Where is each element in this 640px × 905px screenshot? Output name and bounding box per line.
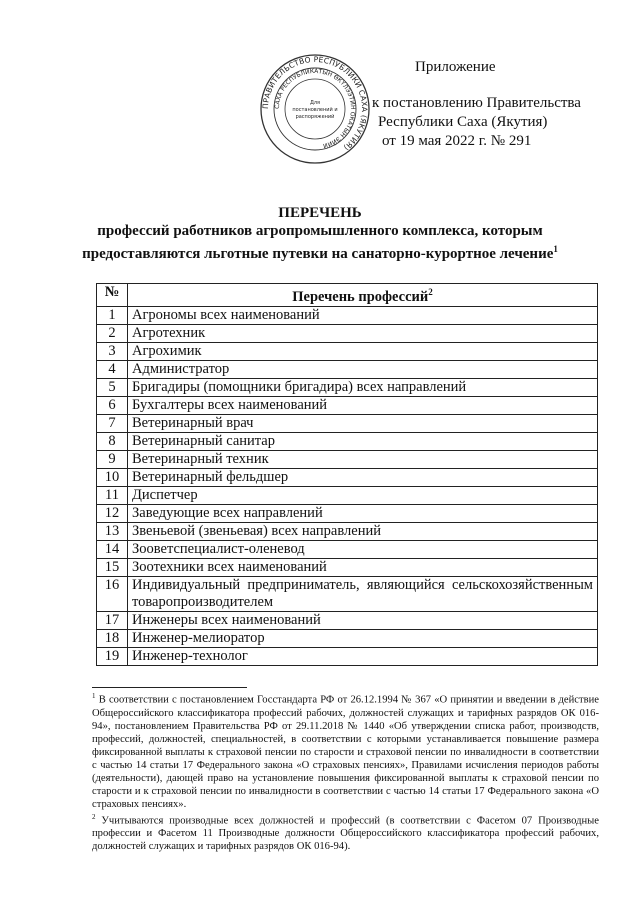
professions-table <box>96 283 598 666</box>
table-row <box>97 486 598 504</box>
footnote-2: $^2$ Учитываются производные всех должностей и профессий (в соответствии с Фасетом 07 Производные профессии и Фасетом 11 Производные должности Общероссийского классификатора профессий рабочих, должностей служащих и тарифных разрядов ОК 016-94). <box>92 812 599 853</box>
row-number: 10 <box>97 468 128 486</box>
profession-name: Диспетчер <box>128 486 598 504</box>
seal-inner-text: САХА РЕСПУБЛИКАТЫН ӨКҮЛЭЭТИН ОКАТЫН ЭЙИИ <box>273 67 357 150</box>
profession-name: Агротехник <box>128 324 598 342</box>
profession-name: Бухгалтеры всех наименований <box>128 396 598 414</box>
row-number: 12 <box>97 504 128 522</box>
profession-name: Зоотехники всех наименований <box>128 558 598 576</box>
row-number: 5 <box>97 378 128 396</box>
seal-center-line-2: постановлений и <box>292 107 338 113</box>
table-row <box>97 432 598 450</box>
profession-name: Агрономы всех наименований <box>128 306 598 324</box>
appendix-decree-line: к постановлению Правительства <box>372 95 581 111</box>
profession-name: Ветеринарный техник <box>128 450 598 468</box>
table-row <box>97 396 598 414</box>
profession-name: Заведующие всех направлений <box>128 504 598 522</box>
profession-name: Агрохимик <box>128 342 598 360</box>
title-heading: ПЕРЕЧЕНЬ <box>278 205 362 221</box>
seal-center-line-3: распоряжений <box>295 114 335 120</box>
profession-name: Зооветспециалист-оленевод <box>128 540 598 558</box>
table-row <box>97 522 598 540</box>
column-header-number: № <box>97 284 128 307</box>
row-number: 6 <box>97 396 128 414</box>
appendix-label: Приложение <box>415 59 496 75</box>
table-header-row <box>97 284 598 307</box>
table-row <box>97 540 598 558</box>
appendix-republic-line: Республики Саха (Якутия) <box>378 114 548 130</box>
row-number: 13 <box>97 522 128 540</box>
profession-name: Администратор <box>128 360 598 378</box>
seal-outer-text: ПРАВИТЕЛЬСТВО РЕСПУБЛИКИ САХА (ЯКУТИЯ) <box>260 54 370 153</box>
document-title <box>80 204 560 263</box>
table-row <box>97 378 598 396</box>
row-number: 19 <box>97 647 128 665</box>
row-number: 2 <box>97 324 128 342</box>
row-number: 4 <box>97 360 128 378</box>
table-row <box>97 611 598 629</box>
table-row <box>97 360 598 378</box>
table-row <box>97 576 598 611</box>
profession-name: Звеньевой (звеньевая) всех направлений <box>128 522 598 540</box>
profession-name: Инженер-мелиоратор <box>128 629 598 647</box>
row-number: 16 <box>97 576 128 611</box>
footnote-separator <box>92 687 247 688</box>
row-number: 11 <box>97 486 128 504</box>
table-row <box>97 342 598 360</box>
title-subtitle-2: предоставляются льготные путевки на санаторно-курортное лечение$^1$ <box>82 244 558 262</box>
column-header-professions: Перечень профессий$^2$ <box>128 284 598 307</box>
row-number: 7 <box>97 414 128 432</box>
table-row <box>97 324 598 342</box>
official-seal <box>259 53 371 165</box>
footnote-ref-2[interactable]: 2 <box>428 287 433 297</box>
table-row <box>97 450 598 468</box>
title-subtitle-1: профессий работников агропромышленного комплекса, которым <box>97 223 543 239</box>
profession-name: Инженеры всех наименований <box>128 611 598 629</box>
table-row <box>97 558 598 576</box>
seal-center-line-1: Для <box>309 100 321 106</box>
profession-name: Индивидуальный предприниматель, являющийся сельскохозяйственным товаропроизводителем <box>128 576 598 611</box>
footnote-ref-1[interactable]: 1 <box>553 244 558 254</box>
row-number: 8 <box>97 432 128 450</box>
row-number: 18 <box>97 629 128 647</box>
table-row <box>97 629 598 647</box>
profession-name: Ветеринарный санитар <box>128 432 598 450</box>
row-number: 17 <box>97 611 128 629</box>
table-row <box>97 504 598 522</box>
profession-name: Ветеринарный фельдшер <box>128 468 598 486</box>
profession-name: Бригадиры (помощники бригадира) всех направлений <box>128 378 598 396</box>
footnote-1: $^1$ В соответствии с постановлением Госстандарта РФ от 26.12.1994 № 367 «О принятии и введении в действие Общероссийского классификатора профессий рабочих, должностей служащих и тарифных разрядов ОК 016-94», постановлением Правительства РФ от 29.11.2018 № 1440 «Об утверждении списка работ, производств, профессий, должностей, специальностей, в соответствии с которыми устанавливается повышение размера фиксированной выплаты к страховой пенсии по старости и страховой пенсии по инвалидности в соответствии с частью 14 статьи 17 Федерального закона «О страховых пенсиях», Правилами исчисления периодов работы (деятельности), дающей право на установление повышения фиксированной выплаты к страховой пенсии по старости и к страховой пенсии по инвалидности в соответствии с частью 14 статьи 17 Федерального закона «О страховых пенсиях». <box>92 692 599 810</box>
table-row <box>97 647 598 665</box>
appendix-date-line: от 19 мая 2022 г. № 291 <box>382 133 532 149</box>
row-number: 3 <box>97 342 128 360</box>
footnotes <box>92 690 599 853</box>
profession-name: Ветеринарный врач <box>128 414 598 432</box>
table-row <box>97 468 598 486</box>
row-number: 15 <box>97 558 128 576</box>
profession-name: Инженер-технолог <box>128 647 598 665</box>
row-number: 14 <box>97 540 128 558</box>
table-row <box>97 414 598 432</box>
row-number: 1 <box>97 306 128 324</box>
row-number: 9 <box>97 450 128 468</box>
table-row <box>97 306 598 324</box>
